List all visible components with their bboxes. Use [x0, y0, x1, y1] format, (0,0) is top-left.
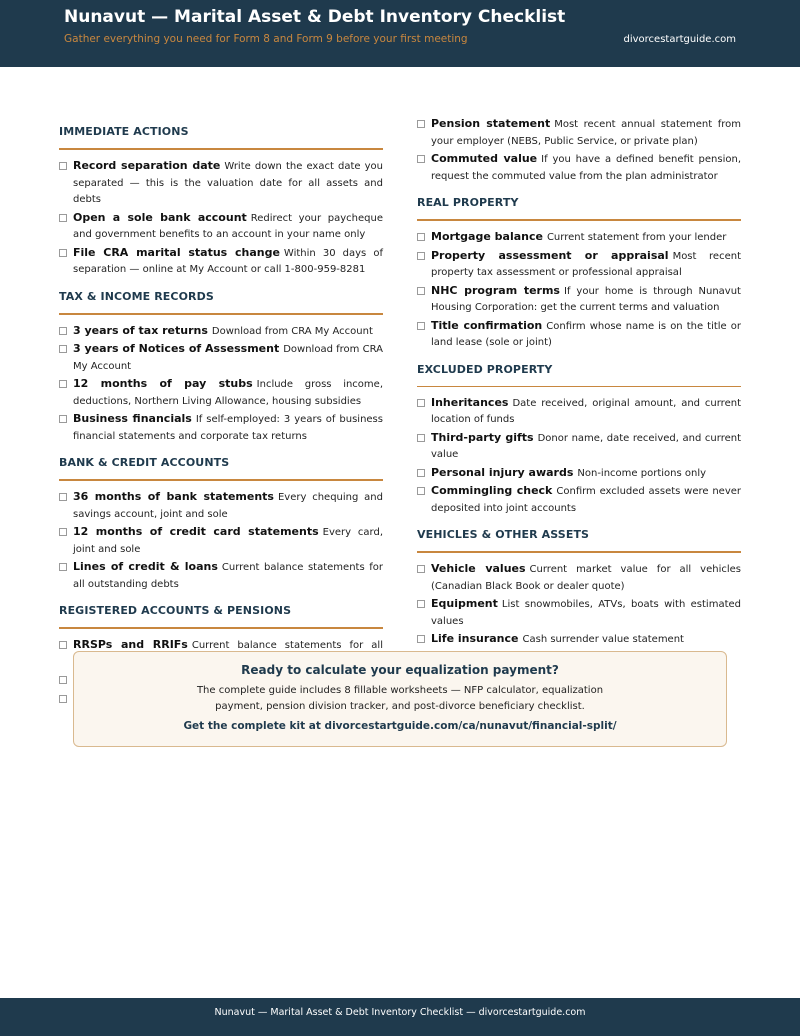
cta-link[interactable]: Get the complete kit at divorcestartguide.com/ca/nunavut/financial-split/: [183, 720, 617, 732]
section-title: BANK & CREDIT ACCOUNTS: [59, 446, 383, 481]
checkbox[interactable]: [417, 399, 425, 407]
item-label: Personal injury awards: [431, 465, 574, 479]
item-label: RRSPs and RRIFs: [73, 638, 188, 651]
section-title: REAL PROPERTY: [417, 186, 741, 221]
checkbox[interactable]: [59, 214, 67, 222]
checkbox[interactable]: [417, 322, 425, 330]
item-label: Commingling check: [431, 484, 553, 497]
checklist-item: [59, 210, 383, 244]
checklist-item: [59, 524, 383, 558]
page-footer: [0, 998, 800, 1036]
checklist-item: [59, 411, 383, 445]
checkbox[interactable]: [417, 120, 425, 128]
item-description: If self-employed: 3 years of business financial statements and corporate tax returns: [73, 414, 383, 442]
checklist-item: [59, 245, 383, 279]
checkbox[interactable]: [59, 676, 67, 684]
item-description: Most recent annual statement from your employer (NEBS, Public Service, or private plan): [431, 119, 741, 147]
page-title: Nunavut — Marital Asset & Debt Inventory Checklist: [64, 7, 566, 27]
checklist-section: [417, 353, 741, 518]
item-description: Confirm excluded assets were never deposited into joint accounts: [431, 486, 741, 514]
checklist-item: [59, 341, 383, 375]
checkbox[interactable]: [59, 493, 67, 501]
page-subtitle: Gather everything you need for Form 8 and Form 9 before your first meeting: [64, 33, 468, 45]
checkbox[interactable]: [417, 565, 425, 573]
section-title: REGISTERED ACCOUNTS & PENSIONS: [59, 594, 383, 629]
checklist-section: [59, 280, 383, 446]
checkbox[interactable]: [417, 487, 425, 495]
section-title: VEHICLES & OTHER ASSETS: [417, 518, 741, 553]
checklist-item: [417, 596, 741, 630]
item-description: Cash surrender value statement: [522, 634, 684, 645]
checklist-section: [417, 116, 741, 185]
item-label: 3 years of tax returns: [73, 323, 208, 337]
item-label: Commuted value: [431, 152, 538, 165]
checkbox[interactable]: [59, 641, 67, 649]
item-description: Download from CRA My Account: [211, 325, 373, 337]
item-label: Mortgage balance: [431, 230, 543, 243]
item-label: Life insurance: [431, 632, 519, 645]
page-header: [0, 0, 800, 67]
item-description: Current balance statements for all outstanding debts: [73, 562, 383, 590]
item-label: Lines of credit & loans: [73, 560, 218, 573]
item-label: NHC program terms: [431, 283, 560, 297]
checklist-item: [417, 631, 741, 649]
checklist-item: [417, 430, 741, 464]
item-description: Date received, original amount, and current location of funds: [431, 397, 741, 425]
checkbox[interactable]: [59, 162, 67, 170]
item-description: Every card, joint and sole: [73, 527, 384, 555]
item-label: Record separation date: [73, 159, 221, 172]
checklist-item: [417, 151, 741, 185]
item-label: Title confirmation: [431, 318, 543, 332]
item-label: 12 months of pay stubs: [73, 377, 253, 390]
section-title: EXCLUDED PROPERTY: [417, 353, 741, 387]
checkbox[interactable]: [417, 434, 425, 442]
checklist-item: [59, 323, 383, 341]
checklist-item: [417, 395, 741, 429]
item-description: Current market value for all vehicles (Canadian Black Book or dealer quote): [431, 564, 741, 592]
checkbox[interactable]: [417, 155, 425, 163]
checkbox[interactable]: [417, 635, 425, 643]
cta-title: Ready to calculate your equalization payment?: [241, 663, 559, 677]
item-description: Write down the exact date you separated — this is the valuation date for all assets and debts: [73, 161, 383, 205]
checklist-section: [59, 116, 383, 279]
right-column: [417, 116, 741, 650]
checklist-item: [59, 158, 383, 209]
checklist-item: [417, 283, 741, 317]
cta-box: [73, 651, 727, 747]
checkbox[interactable]: [59, 695, 67, 703]
item-description: Most recent property tax assessment or professional appraisal: [431, 250, 741, 278]
item-label: Pension statement: [431, 117, 551, 130]
item-description: Current balance statements for all: [191, 640, 383, 651]
checklist-item: [417, 318, 741, 352]
checkbox[interactable]: [59, 327, 67, 335]
checklist-item: [417, 248, 741, 282]
footer-text: Nunavut — Marital Asset & Debt Inventory Checklist — divorcestartguide.com: [214, 1007, 586, 1018]
site-name: divorcestartguide.com: [623, 34, 736, 45]
item-description: List snowmobiles, ATVs, boats with estimated values: [431, 599, 741, 627]
item-description: Redirect your paycheque and government benefits to an account in your name only: [73, 212, 383, 240]
section-title: TAX & INCOME RECORDS: [59, 280, 383, 315]
checkbox[interactable]: [59, 415, 67, 423]
item-label: 3 years of Notices of Assessment: [73, 342, 280, 355]
checkbox[interactable]: [417, 287, 425, 295]
item-label: Property assessment or appraisal: [431, 248, 669, 262]
checkbox[interactable]: [417, 600, 425, 608]
checklist-section: [59, 446, 383, 593]
checklist-item: [417, 229, 741, 247]
left-column: [59, 116, 383, 709]
section-title: IMMEDIATE ACTIONS: [59, 116, 383, 150]
item-label: Equipment: [431, 597, 498, 610]
checklist-item: [417, 465, 741, 483]
checkbox[interactable]: [417, 469, 425, 477]
item-description: Donor name, date received, and current value: [431, 432, 742, 460]
checkbox[interactable]: [417, 252, 425, 260]
item-label: Inheritances: [431, 395, 509, 409]
item-label: Open a sole bank account: [73, 210, 247, 224]
checkbox[interactable]: [59, 345, 67, 353]
item-label: Vehicle values: [431, 562, 526, 575]
checklist-item: [59, 376, 383, 410]
item-label: 12 months of credit card statements: [73, 525, 319, 538]
item-description: Include gross income, deductions, Northern Living Allowance, housing subsidies: [73, 379, 383, 407]
item-description: If your home is through Nunavut Housing Corporation: get the current terms and valuation: [431, 285, 741, 313]
checkbox[interactable]: [59, 563, 67, 571]
item-label: Third-party gifts: [431, 430, 534, 444]
checklist-section: [417, 518, 741, 649]
checkbox[interactable]: [59, 249, 67, 257]
item-label: Business financials: [73, 412, 192, 425]
checkbox[interactable]: [59, 528, 67, 536]
checklist-item: [417, 561, 741, 595]
item-description: If you have a defined benefit pension, request the commuted value from the plan administrator: [431, 154, 742, 182]
checkbox[interactable]: [59, 380, 67, 388]
checklist-item: [59, 489, 383, 523]
checklist-section: [417, 186, 741, 352]
item-description: Within 30 days of separation — online at My Account or call 1-800-959-8281: [73, 247, 383, 275]
item-description: Current statement from your lender: [546, 232, 727, 243]
checklist-item: [417, 483, 741, 517]
checkbox[interactable]: [417, 233, 425, 241]
item-description: Every chequing and savings account, joint and sole: [73, 492, 383, 520]
item-label: File CRA marital status change: [73, 245, 280, 259]
item-description: Download from CRA My Account: [73, 344, 384, 372]
cta-body: The complete guide includes 8 fillable worksheets — NFP calculator, equalization payment, pension division tracker, and post-divorce beneficiary checklist.: [196, 685, 604, 712]
checklist-item: [59, 559, 383, 593]
item-description: Non-income portions only: [577, 467, 707, 479]
checklist-item: [417, 116, 741, 150]
item-description: Confirm whose name is on the title or land lease (sole or joint): [431, 320, 741, 348]
item-label: 36 months of bank statements: [73, 490, 274, 503]
